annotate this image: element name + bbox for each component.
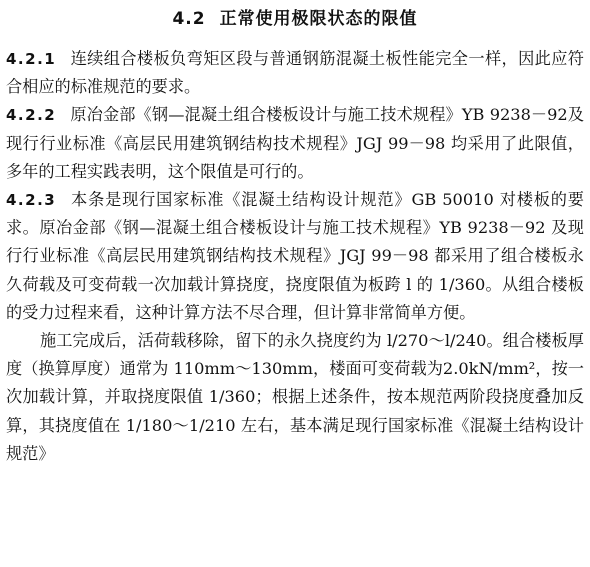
clause-number: 4.2.2	[6, 106, 57, 125]
continuation-paragraph: 施工完成后，活荷载移除，留下的永久挠度约为 l/270～l/240。组合楼板厚度（换算厚度）通常为 110mm～130mm，楼面可变荷载为2.0kN/mm²，按一次加载计算，并取挠度限值 1/360；根据上述条件，按本规范两阶段挠度叠加反算，其挠度值在 1/180～1/210 左右，基本满足现行国家标准《混凝土结构设计规范》	[6, 331, 584, 463]
clause-number: 4.2.1	[6, 50, 57, 68]
clause-4-2-3	[6, 186, 584, 327]
section-title: 正常使用极限状态的限值	[219, 9, 418, 29]
clause-4-2-1	[6, 45, 584, 101]
clause-text: 原冶金部《钢—混凝土组合楼板设计与施工技术规程》YB 9238－92及现行行业标准《高层民用建筑钢结构技术规程》JGJ 99－98 均采用了此限值，多年的工程实践表明，这个限值是可行的。	[6, 105, 584, 181]
clause-4-2-2	[6, 101, 584, 186]
clause-text: 本条是现行国家标准《混凝土结构设计规范》GB 50010 对楼板的要求。原冶金部《钢—混凝土组合楼板设计与施工技术规程》YB 9238－92 及现行行业标准《高层民用建筑钢结构技术规程》JGJ 99－98 都采用了组合楼板永久荷载及可变荷载一次加载计算挠度，挠度限值为板跨 l 的 1/360。从组合楼板的受力过程来看，这种计算方法不尽合理，但计算非常简单方便。	[6, 190, 584, 322]
section-number: 4.2	[172, 9, 206, 29]
clause-number: 4.2.3	[6, 191, 57, 210]
section-body	[6, 45, 584, 468]
section-heading	[0, 8, 590, 30]
clause-text: 连续组合楼板负弯矩区段与普通钢筋混凝土板性能完全一样，因此应符合相应的标准规范的要求。	[6, 49, 584, 97]
